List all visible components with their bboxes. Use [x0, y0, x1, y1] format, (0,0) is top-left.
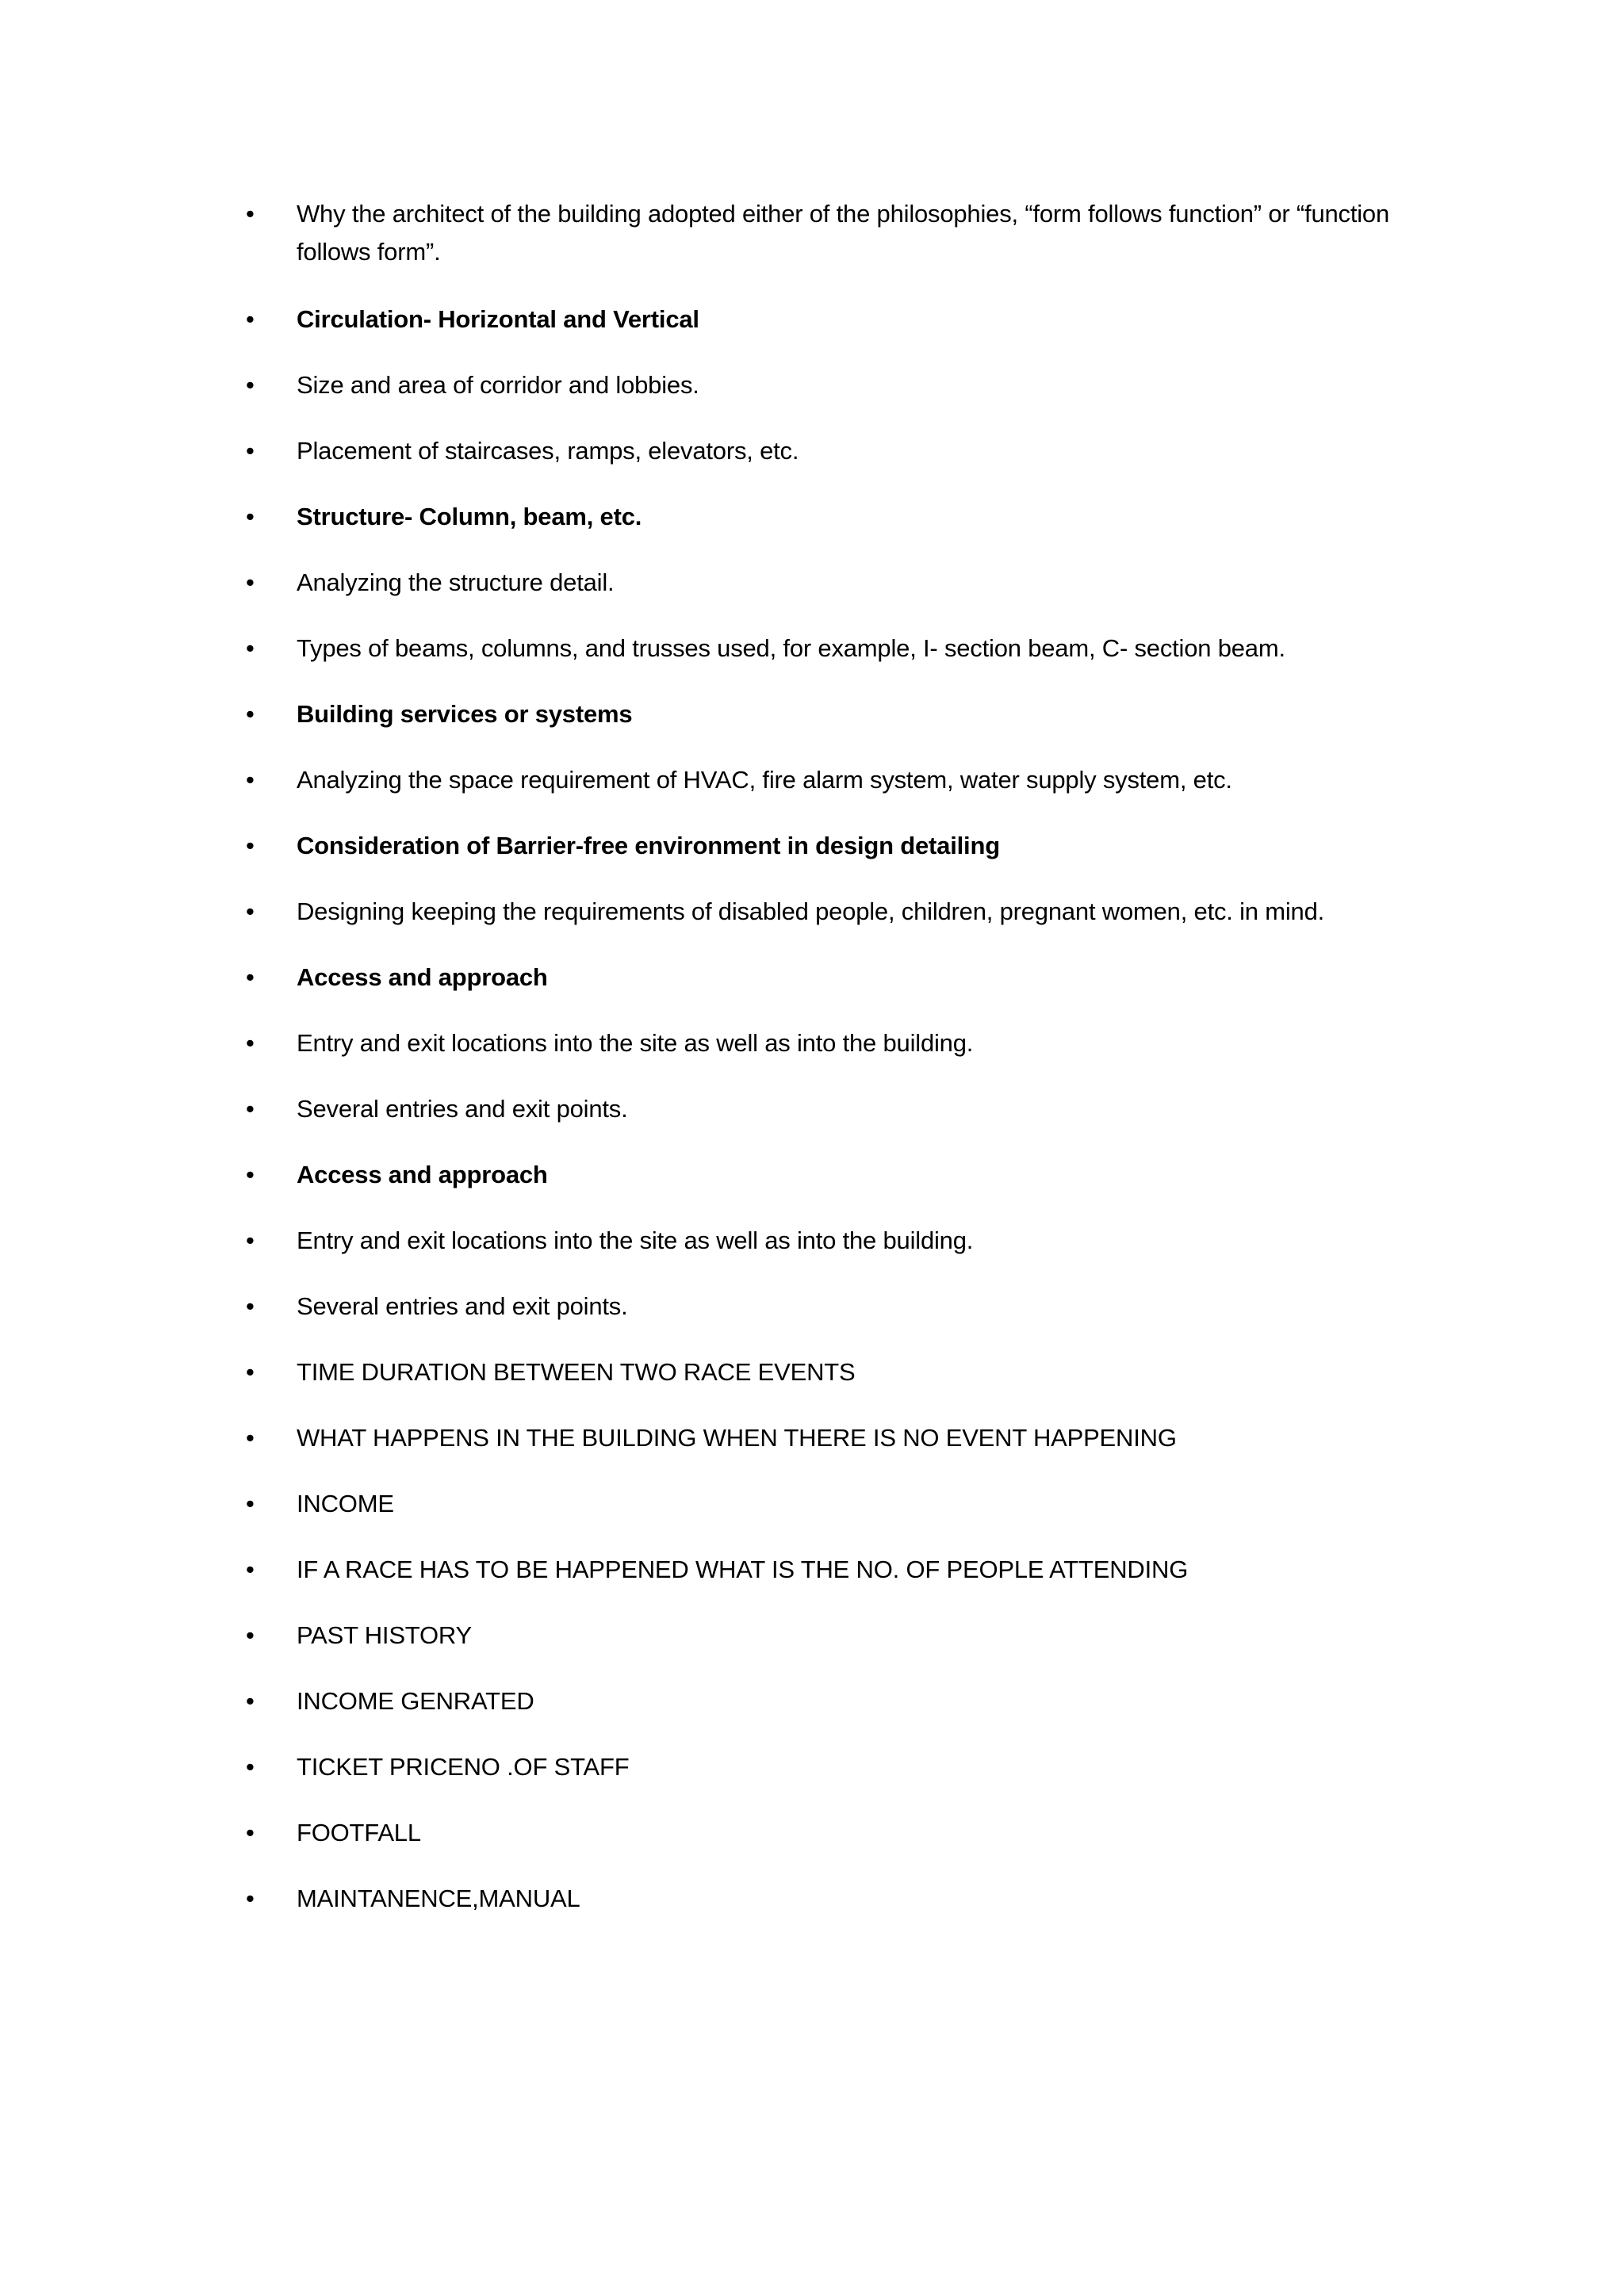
bullet-icon: •	[246, 1161, 255, 1188]
list-item-text: Access and approach	[297, 1161, 548, 1188]
bullet-icon: •	[246, 1556, 255, 1583]
list-item-text: Several entries and exit points.	[297, 1095, 628, 1123]
bullet-icon: •	[246, 1885, 255, 1912]
list-item-text: Analyzing the space requirement of HVAC, fire alarm system, water supply system, etc.	[297, 766, 1232, 794]
bullet-icon: •	[246, 832, 255, 859]
bullet-icon: •	[246, 1095, 255, 1123]
bullet-icon: •	[246, 700, 255, 728]
bullet-icon: •	[246, 1687, 255, 1715]
list-item-text: Several entries and exit points.	[297, 1292, 628, 1320]
list-item-text: MAINTANENCE,MANUAL	[297, 1885, 580, 1912]
list-item-text: Consideration of Barrier-free environment in design detailing	[297, 832, 1000, 859]
bullet-icon: •	[246, 1819, 255, 1846]
bullet-icon: •	[246, 1358, 255, 1386]
list-item-text: Size and area of corridor and lobbies.	[297, 371, 699, 399]
list-item-text: Types of beams, columns, and trusses used, for example, I- section beam, C- section beam.	[297, 634, 1285, 662]
list-item-text: IF A RACE HAS TO BE HAPPENED WHAT IS THE NO. OF PEOPLE ATTENDING	[297, 1556, 1189, 1583]
list-item-text: INCOME	[297, 1490, 394, 1517]
list-item-text: Analyzing the structure detail.	[297, 568, 615, 596]
bullet-icon: •	[246, 897, 255, 925]
bullet-icon: •	[246, 1753, 255, 1781]
bullet-icon: •	[246, 437, 255, 465]
list-item-text: TICKET PRICENO .OF STAFF	[297, 1753, 630, 1781]
bullet-icon: •	[246, 1424, 255, 1452]
list-item-text: Entry and exit locations into the site as well as into the building.	[297, 1226, 974, 1254]
list-item-text: Access and approach	[297, 963, 548, 991]
list-item-text: TIME DURATION BETWEEN TWO RACE EVENTS	[297, 1358, 856, 1386]
list-item-text: Why the architect of the building adopted either of the philosophies, “form follows function” or “function follows form”.	[297, 200, 1390, 266]
bullet-icon: •	[246, 1226, 255, 1254]
list-item-text: Building services or systems	[297, 700, 633, 728]
bullet-icon: •	[246, 1029, 255, 1057]
list-item-text: Structure- Column, beam, etc.	[297, 503, 642, 530]
bullet-icon: •	[246, 1621, 255, 1649]
bullet-icon: •	[246, 634, 255, 662]
bullet-icon: •	[246, 503, 255, 530]
bullet-icon: •	[246, 1490, 255, 1517]
bullet-icon: •	[246, 963, 255, 991]
list-item-text: INCOME GENRATED	[297, 1687, 534, 1715]
list-item-text: PAST HISTORY	[297, 1621, 472, 1649]
list-item-text: WHAT HAPPENS IN THE BUILDING WHEN THERE IS NO EVENT HAPPENING	[297, 1424, 1177, 1452]
bullet-icon: •	[246, 1292, 255, 1320]
bullet-icon: •	[246, 200, 255, 228]
list-item-text: Placement of staircases, ramps, elevators, etc.	[297, 437, 799, 465]
bullet-icon: •	[246, 568, 255, 596]
bullet-icon: •	[246, 371, 255, 399]
list-item-text: Circulation- Horizontal and Vertical	[297, 305, 699, 333]
bullet-icon: •	[246, 766, 255, 794]
list-item-text: FOOTFALL	[297, 1819, 421, 1846]
bullet-icon: •	[246, 305, 255, 333]
list-item-text: Entry and exit locations into the site as well as into the building.	[297, 1029, 974, 1057]
list-item-text: Designing keeping the requirements of disabled people, children, pregnant women, etc. in mind.	[297, 897, 1325, 925]
